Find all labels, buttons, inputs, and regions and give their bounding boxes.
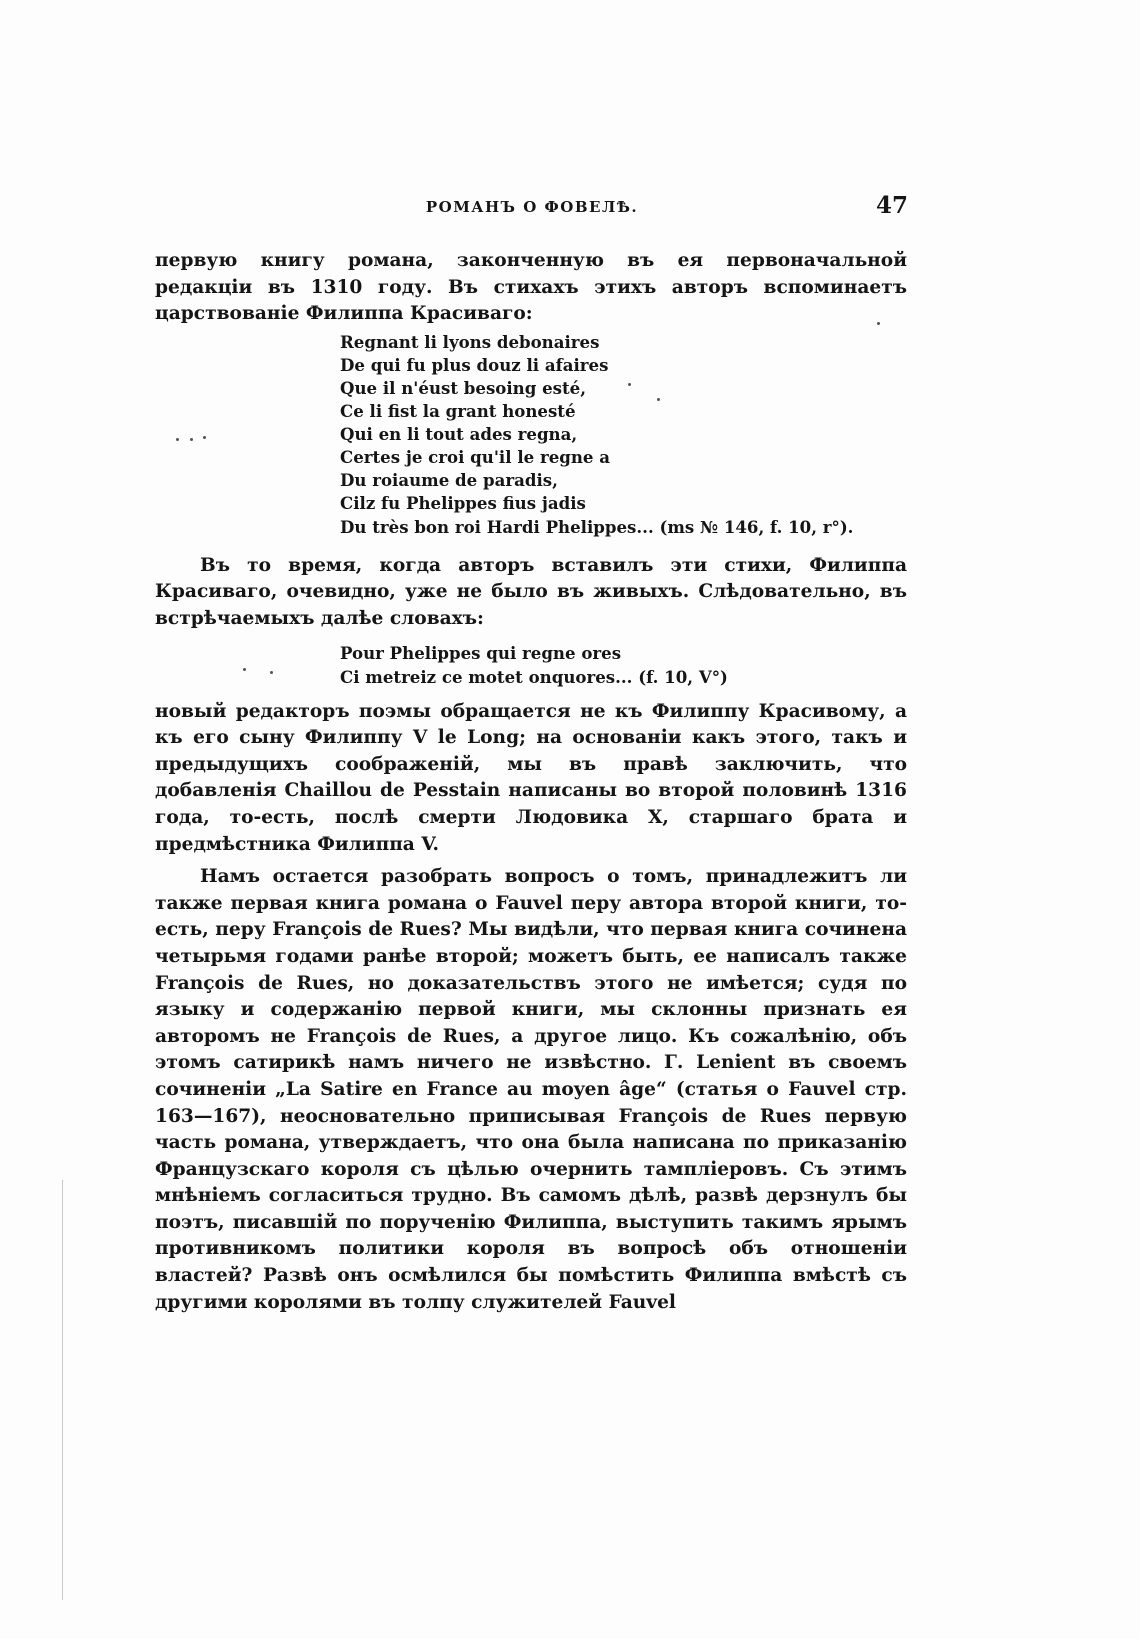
verse-line: Qui en li tout ades regna, [340, 424, 578, 445]
verse-line: Que il n'éust besoing esté, [340, 377, 587, 398]
verse-line: Du très bon roi Hardi Phelippes... (ms № 146, f. 10, r°). [340, 516, 854, 537]
scan-speck [628, 383, 631, 386]
verse-line: Cilz fu Phelippes fius jadis [340, 493, 586, 514]
verse-line: De qui fu plus douz li afaires [340, 354, 609, 375]
verse-line: Pour Phelippes qui regne ores [340, 643, 622, 664]
page-header [152, 192, 912, 222]
verse-line: Ci metreiz ce motet onquores... (f. 10, V°) [340, 666, 728, 687]
verse-line: Ce li fist la grant honesté [340, 401, 576, 422]
paragraph-3: новый редакторъ поэмы обращается не къ Филиппу Красивому, а къ его сыну Филиппу V le Long; на основаніи какъ этого, такъ и предыдущихъ соображеній, мы въ правѣ заключить, что добавленія Chaillou de Pesstain написаны во второй половинѣ 1316 года, то-есть, послѣ смерти Людовика X, старшаго брата и предмѣстника Филиппа V. [155, 700, 907, 855]
scan-speck [243, 668, 246, 671]
verse-line: Certes je croi qu'il le regne a [340, 447, 611, 468]
verse-line: Du roiaume de paradis, [340, 470, 558, 491]
scan-speck [657, 398, 660, 401]
scan-speck [190, 438, 193, 441]
scan-speck [176, 438, 179, 441]
body-text [155, 248, 907, 1316]
scan-speck [203, 436, 206, 439]
paragraph-4: Намъ остается разобрать вопросъ о томъ, принадлежитъ ли также первая книга романа о Fauvel перу автора второй книги, то-есть, перу François de Rues? Мы видѣли, что первая книга сочинена четырьмя годами ранѣе второй; можетъ быть, ее написалъ также François de Rues, но доказательствъ этого не имѣется; судя по языку и содержанію первой книги, мы склонны признать ея авторомъ не François de Rues, а другое лицо. Къ сожалѣнію, объ этомъ сатирикѣ намъ ничего не извѣстно. Г. Lenient въ своемъ сочиненіи „La Satire en France au moyen âge“ (статья о Fauvel стр. 163—167), неосновательно приписывая François de Rues первую часть романа, утверждаетъ, что она была написана по приказанію Французскаго короля съ цѣлью очернить тампліеровъ. Съ этимъ мнѣніемъ согласиться трудно. Въ самомъ дѣлѣ, развѣ дерзнулъ бы поэтъ, писавшій по порученію Филиппа, выступить такимъ ярымъ противникомъ политики короля въ вопросѣ объ отношеніи властей? Развѣ онъ осмѣлился бы помѣстить Филиппа вмѣстѣ съ другими королями въ толпу служителей Fauvel [155, 866, 907, 1313]
verse-quote-1 [340, 331, 907, 539]
page-number: 47 [875, 192, 908, 219]
paragraph-1: первую книгу романа, законченную въ ея первоначальной редакціи въ 1310 году. Въ стихахъ этихъ авторъ вспоминаетъ царствованіе Филиппа Красиваго: [155, 250, 907, 325]
running-title: РОМАНЪ О ФОВЕЛѢ. [425, 198, 639, 216]
verse-line: Regnant li lyons debonaires [340, 331, 600, 352]
scan-speck [877, 322, 880, 325]
paragraph-2: Въ то время, когда авторъ вставилъ эти стихи, Филиппа Красиваго, очевидно, уже не было въ живыхъ. Слѣдовательно, въ встрѣчаемыхъ далѣе словахъ: [155, 554, 907, 629]
verse-quote-2 [340, 642, 907, 688]
scan-speck [270, 671, 273, 674]
gutter-line [62, 1180, 63, 1600]
